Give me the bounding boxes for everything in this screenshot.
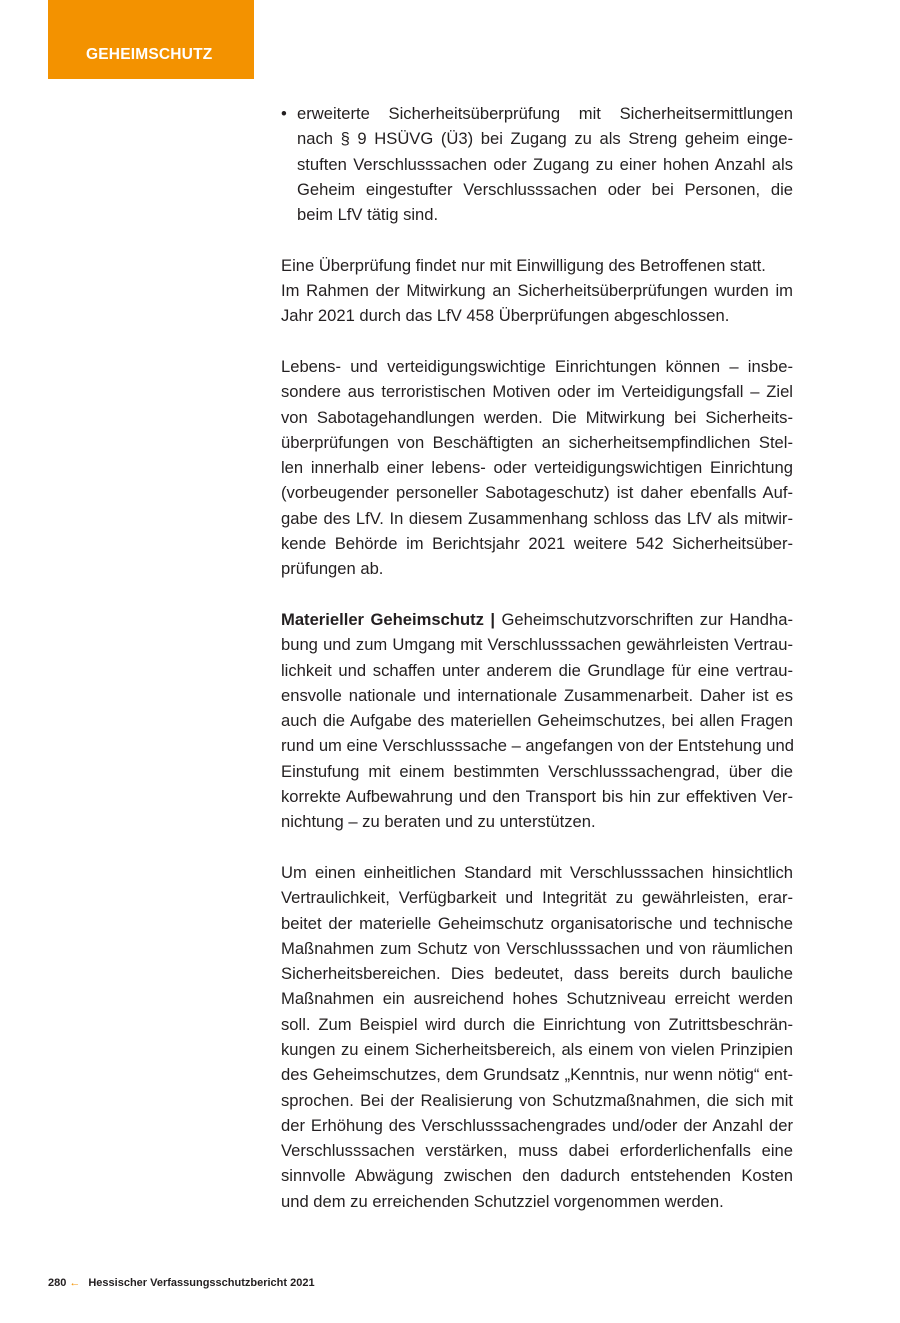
text-line: rund um eine Verschlusssache – angefangen von der Entstehung und: [281, 736, 794, 756]
text-line: und dem zu erreichenden Schutzziel vorgenommen werden.: [281, 1191, 724, 1211]
text-line: Einstufung mit einem bestimmten Verschlusssachengrad, über die: [281, 761, 793, 781]
text-line: (vorbeugender personeller Sabotageschutz) ist daher ebenfalls Auf-: [281, 483, 793, 503]
text-line: soll. Zum Beispiel wird durch die Einrichtung von Zutrittsbeschrän-: [281, 1014, 793, 1034]
subheading: Materieller Geheimschutz |: [281, 609, 496, 629]
text-line: len innerhalb einer lebens- oder verteidigungswichtigen Einrichtung: [281, 458, 793, 478]
arrow-left-icon[interactable]: ←: [69, 1277, 81, 1289]
text-line: Verschlusssachen verstärken, muss dabei erforderlichenfalls eine: [281, 1141, 793, 1161]
text-line: Maßnahmen ein ausreichend hohes Schutzniveau erreicht werden: [281, 989, 793, 1009]
page-footer: [48, 1277, 315, 1289]
text-line: gabe des LfV. In diesem Zusammenhang schloss das LfV als mitwir-: [281, 508, 793, 528]
section-label: GEHEIMSCHUTZ: [86, 46, 213, 63]
text-line: Um einen einheitlichen Standard mit Verschlusssachen hinsichtlich: [281, 862, 793, 882]
paragraph-sabotage-protection: [281, 354, 793, 582]
report-title: Hessischer Verfassungsschutzbericht 2021: [88, 1277, 315, 1289]
paragraph-material-protection: [281, 607, 793, 835]
text-line: nach § 9 HSÜVG (Ü3) bei Zugang zu als Streng geheim einge-: [297, 129, 793, 149]
paragraph-consent: [281, 253, 793, 329]
text-line: lichkeit und schaffen unter anderem die Grundlage für eine vertrau-: [281, 660, 793, 680]
text-line: korrekte Aufbewahrung und den Transport bis hin zur effektiven Ver-: [281, 787, 793, 807]
text-line: der Erhöhung des Verschlusssachengrades und/oder der Anzahl der: [281, 1115, 793, 1135]
text-fragment: Geheimschutzvorschriften zur Handha-: [495, 609, 793, 629]
text-line: sondere aus terroristischen Motiven oder im Verteidigungsfall – Ziel: [281, 382, 793, 402]
text-line: Vertraulichkeit, Verfügbarkeit und Integrität zu gewährleisten, erar-: [281, 888, 793, 908]
text-line: Geheim eingestufter Verschlusssachen oder bei Personen, die: [297, 179, 793, 199]
text-line: erweiterte Sicherheitsüberprüfung mit Sicherheitsermittlungen: [297, 104, 793, 123]
text-line: [281, 607, 793, 632]
text-line: von Sabotagehandlungen werden. Die Mitwirkung bei Sicherheits-: [281, 407, 793, 427]
text-line: Maßnahmen zum Schutz von Verschlusssachen und von räumlichen: [281, 938, 793, 958]
text-line: überprüfungen von Beschäftigten an sicherheitsempfindlichen Stel-: [281, 432, 793, 452]
text-line: Lebens- und verteidigungswichtige Einrichtungen können – insbe-: [281, 356, 793, 376]
text-line: Im Rahmen der Mitwirkung an Sicherheitsüberprüfungen wurden im: [281, 281, 793, 301]
text-line: beitet der materielle Geheimschutz organisatorische und technische: [281, 913, 793, 933]
text-line: Jahr 2021 durch das LfV 458 Überprüfungen abgeschlossen.: [281, 306, 730, 326]
text-line: ensvolle nationale und internationale Zusammenarbeit. Daher ist es: [281, 685, 793, 705]
text-line: kungen zu einem Sicherheitsbereich, als einem von vielen Prinzipien: [281, 1039, 793, 1059]
page-number: 280: [48, 1277, 67, 1289]
bullet-icon: •: [281, 104, 287, 123]
text-line: beim LfV tätig sind.: [297, 205, 439, 225]
text-line: Eine Überprüfung findet nur mit Einwilligung des Betroffenen statt.: [281, 255, 766, 275]
main-content: [281, 101, 793, 1239]
text-line: sinnvolle Abwägung zwischen den dadurch entstehenden Kosten: [281, 1166, 793, 1186]
paragraph-standards: [281, 860, 793, 1214]
text-line: des Geheimschutzes, dem Grundsatz „Kenntnis, nur wenn nötig“ ent-: [281, 1065, 793, 1085]
text-line: auch die Aufgabe des materiellen Geheimschutzes, bei allen Fragen: [281, 711, 793, 731]
text-line: stuften Verschlusssachen oder Zugang zu einer hohen Anzahl als: [297, 154, 793, 174]
text-line: kende Behörde im Berichtsjahr 2021 weitere 542 Sicherheitsüber-: [281, 534, 793, 554]
section-tab: [48, 0, 254, 79]
text-line: sprochen. Bei der Realisierung von Schutzmaßnahmen, die sich mit: [281, 1090, 793, 1110]
text-line: prüfungen ab.: [281, 559, 384, 579]
text-line: nichtung – zu beraten und zu unterstützen.: [281, 812, 596, 832]
bullet-item: [281, 101, 793, 227]
text-line: Sicherheitsbereichen. Dies bedeutet, dass bereits durch bauliche: [281, 964, 793, 984]
text-line: bung und zum Umgang mit Verschlusssachen gewährleisten Vertrau-: [281, 635, 793, 655]
